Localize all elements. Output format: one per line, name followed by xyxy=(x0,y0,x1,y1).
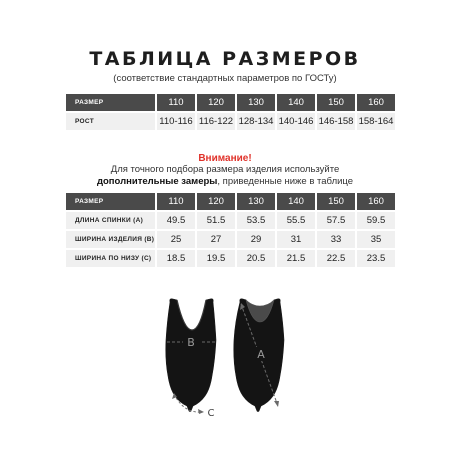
table-cell: 128-134 xyxy=(237,113,275,130)
table-cell: 57.5 xyxy=(317,212,355,229)
measurement-diagram xyxy=(150,292,300,422)
garment-front-body xyxy=(166,299,216,412)
note-rest-text: , приведенные ниже в таблице xyxy=(217,176,354,187)
table-cell: 18.5 xyxy=(157,250,195,267)
header-size-cell: 110 xyxy=(157,94,195,111)
table-cell: 22.5 xyxy=(317,250,355,267)
header-size-cell: 140 xyxy=(277,193,315,210)
table-cell: 59.5 xyxy=(357,212,395,229)
attention-heading: Внимание! xyxy=(198,153,252,164)
table-cell: 33 xyxy=(317,231,355,248)
label-b: B xyxy=(187,336,195,349)
header-size-cell: 110 xyxy=(157,193,195,210)
table-cell: 23.5 xyxy=(357,250,395,267)
header-size-cell: 120 xyxy=(197,94,235,111)
table-cell: 53.5 xyxy=(237,212,275,229)
table-cell: 35 xyxy=(357,231,395,248)
header-label: РАЗМЕР xyxy=(66,193,155,210)
table-row xyxy=(66,113,395,130)
table-cell: 29 xyxy=(237,231,275,248)
arrow-a-bottom-icon xyxy=(274,401,279,407)
header-size-cell: 160 xyxy=(357,94,395,111)
label-a: A xyxy=(257,348,265,361)
measurements-table xyxy=(64,191,397,269)
table-cell: 25 xyxy=(157,231,195,248)
note-bold-text: дополнительные замеры xyxy=(96,176,218,187)
table-cell: 19.5 xyxy=(197,250,235,267)
table-cell: 21.5 xyxy=(277,250,315,267)
table-cell: 140-146 xyxy=(277,113,315,130)
header-size-cell: 150 xyxy=(317,94,355,111)
page-subtitle: (соответствие стандартных параметров по ГОСТу) xyxy=(113,73,337,84)
table-cell: 146-158 xyxy=(317,113,355,130)
row-label: ДЛИНА СПИНКИ (А) xyxy=(66,212,155,229)
table-cell: 31 xyxy=(277,231,315,248)
measurement-note xyxy=(0,164,450,188)
table-cell: 20.5 xyxy=(237,250,275,267)
table-row xyxy=(66,212,395,229)
header-size-cell: 120 xyxy=(197,193,235,210)
table-cell: 110-116 xyxy=(157,113,195,130)
row-label: РОСТ xyxy=(66,113,155,130)
header-label: РАЗМЕР xyxy=(66,94,155,111)
garment-back xyxy=(234,299,284,412)
row-label: ШИРИНА ПО НИЗУ (C) xyxy=(66,250,155,267)
table-cell: 55.5 xyxy=(277,212,315,229)
garment-front xyxy=(166,299,216,412)
header-size-cell: 160 xyxy=(357,193,395,210)
note-line-2 xyxy=(0,176,450,188)
table-cell: 158-164 xyxy=(357,113,395,130)
table-header-row xyxy=(66,193,395,210)
table-cell: 49.5 xyxy=(157,212,195,229)
table-cell: 116-122 xyxy=(197,113,235,130)
header-size-cell: 150 xyxy=(317,193,355,210)
table-cell: 51.5 xyxy=(197,212,235,229)
table-header-row xyxy=(66,94,395,111)
arrow-c-icon xyxy=(198,409,204,414)
row-label: ШИРИНА ИЗДЕЛИЯ (B) xyxy=(66,231,155,248)
note-line-1: Для точного подбора размера изделия используйте xyxy=(110,164,340,175)
page-title: ТАБЛИЦА РАЗМЕРОВ xyxy=(89,48,361,70)
header-size-cell: 130 xyxy=(237,94,275,111)
label-c: C xyxy=(207,408,215,419)
header-size-cell: 130 xyxy=(237,193,275,210)
table-row xyxy=(66,250,395,267)
header-size-cell: 140 xyxy=(277,94,315,111)
table-cell: 27 xyxy=(197,231,235,248)
table-row xyxy=(66,231,395,248)
size-height-table xyxy=(64,92,397,132)
